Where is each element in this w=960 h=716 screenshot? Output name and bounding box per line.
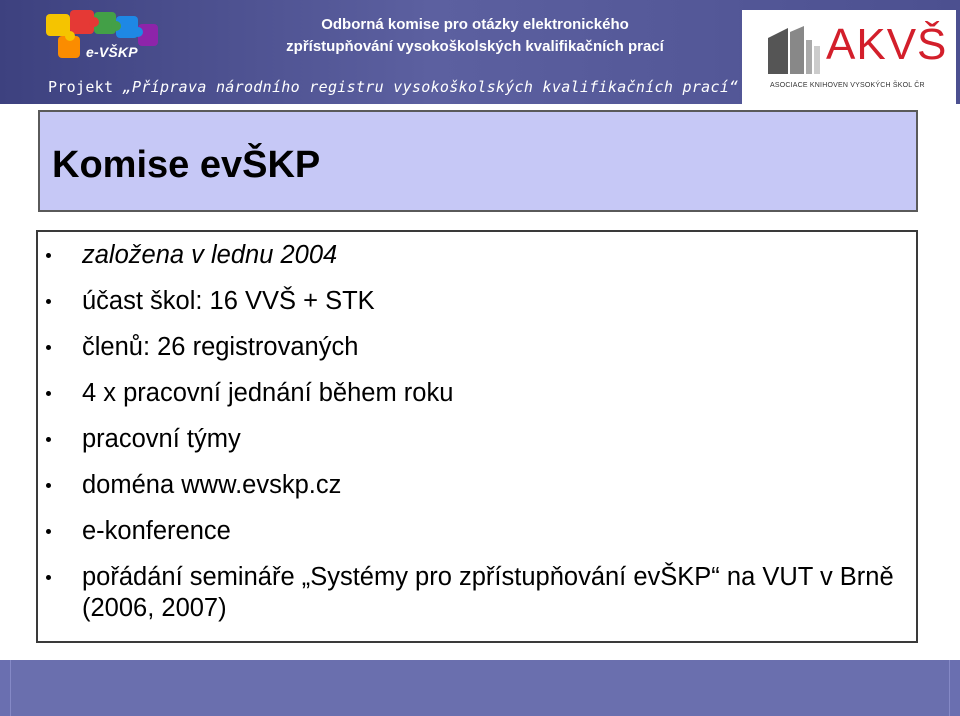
bullet-dot-icon (46, 529, 51, 534)
project-line (48, 78, 739, 96)
bullet-item (38, 286, 916, 317)
akvs-building-icon (764, 26, 824, 76)
header-title-line1: Odborná komise pro otázky elektronického (321, 16, 629, 33)
slide-title-box (38, 110, 918, 212)
bullet-text: 4 x pracovní jednání během roku (82, 379, 454, 407)
akvs-subtitle: ASOCIACE KNIHOVEN VYSOKÝCH ŠKOL ČR (770, 82, 925, 89)
header-title (240, 14, 710, 58)
bullet-text: doména www.evskp.cz (82, 471, 342, 499)
akvs-logo-text: AKVŠ (826, 20, 948, 69)
bullet-item (38, 470, 916, 501)
evskp-puzzle-logo-icon (40, 6, 170, 78)
akvs-logo (742, 10, 956, 104)
bullet-text: pořádání semináře „Systémy pro zpřístupňování evŠKP“ na VUT v Brně (2006, 2007) (82, 563, 894, 622)
bullet-item (38, 516, 916, 547)
slide-title: Komise evŠKP (52, 144, 321, 186)
bullet-item (38, 562, 916, 624)
bullet-dot-icon (46, 437, 51, 442)
bullet-item (38, 240, 916, 271)
project-name: „Příprava národního registru vysokoškolských kvalifikačních prací“ (122, 78, 739, 96)
bullet-text: e-konference (82, 517, 231, 545)
bullet-item (38, 424, 916, 455)
evskp-logo-label: e-VŠKP (86, 44, 138, 60)
bullet-item (38, 332, 916, 363)
bullet-text: členů: 26 registrovaných (82, 333, 359, 361)
bullet-dot-icon (46, 483, 51, 488)
bullet-text: účast škol: 16 VVŠ + STK (82, 287, 375, 315)
bullet-text: pracovní týmy (82, 425, 241, 453)
bullet-dot-icon (46, 253, 51, 258)
bullet-text: založena v lednu 2004 (82, 241, 338, 269)
bullet-list (38, 240, 916, 639)
bullet-dot-icon (46, 575, 51, 580)
footer-inner (10, 660, 950, 716)
header-banner (0, 0, 960, 104)
bullet-dot-icon (46, 391, 51, 396)
header-title-line2: zpřístupňování vysokoškolských kvalifikačních prací (286, 38, 664, 55)
bullet-dot-icon (46, 345, 51, 350)
project-label: Projekt (48, 78, 114, 96)
footer-bar (0, 660, 960, 716)
bullet-dot-icon (46, 299, 51, 304)
bullet-item (38, 378, 916, 409)
slide-content-box (36, 230, 918, 643)
